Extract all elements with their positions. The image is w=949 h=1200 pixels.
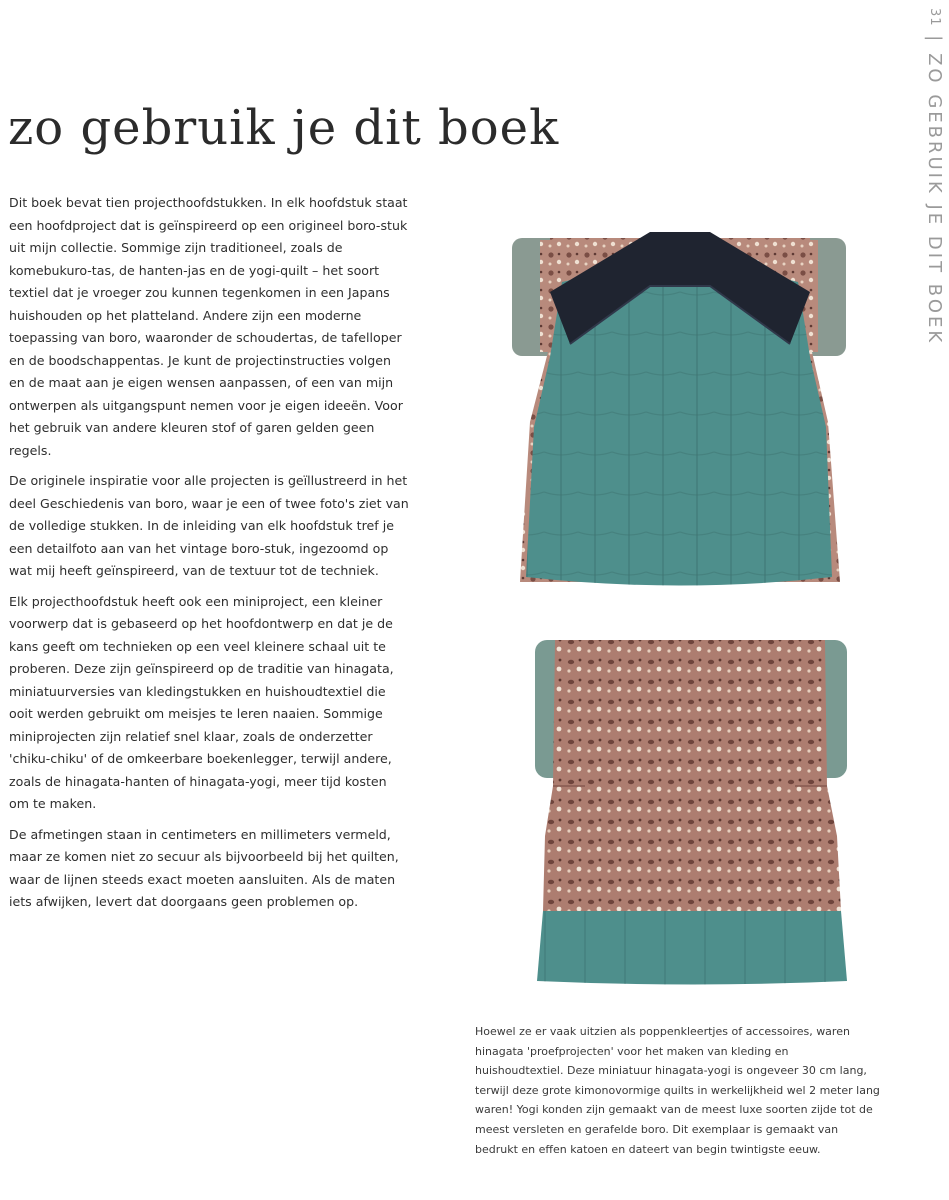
paragraph: De originele inspiratie voor alle projecten is geïllustreerd in het deel Geschiedenis van boro, waar je een of twee foto's ziet van de volledige stukken. In de inleiding van elk hoofdstuk tref je een detailfoto aan van het vintage boro-stuk, ingezoomd op wat mij heeft geïnspireerd, van de textuur tot de techniek.: [9, 473, 409, 578]
photo-yogi-inside: [510, 232, 850, 602]
paragraph: De afmetingen staan in centimeters en millimeters vermeld, maar ze komen niet zo secuur als bijvoorbeeld bij het quilten, waar de lijnen steeds exact moeten aansluiten. Als de maten iets afwijken, levert dat doorgaans geen problemen op.: [9, 826, 399, 909]
yogi-outside-illustration: [525, 636, 855, 991]
yogi-inside-illustration: [510, 232, 850, 602]
paragraph: Elk projecthoofdstuk heeft ook een miniproject, een kleiner voorwerp dat is gebaseerd op het hoofdontwerp en dat je de kans geeft om technieken op een veel kleinere schaal uit te proberen. Deze zijn geïnspireerd op de traditie van hinagata, miniatuurversies van kledingstukken en huishoudtextiel die ooit werden gebruikt om meisjes te leren naaien. Sommige miniprojecten zijn relatief snel klaar, zoals de onderzetter 'chiku-chiku' of de omkeerbare boekenlegger, terwijl andere, zoals de hinagata-hanten of hinagata-yogi, meer tijd kosten om te maken.: [9, 593, 394, 811]
running-head-separator: |: [924, 35, 945, 45]
paragraph: Dit boek bevat tien projecthoofdstukken. In elk hoofdstuk staat een hoofdproject dat is geïnspireerd op een origineel boro-stuk uit mijn collectie. Sommige zijn traditioneel, zoals de komebukuro-tas, de hanten-jas en de yogi-quilt – het soort textiel dat je vroeger zou kunnen tegenkomen in een Japans huishouden op het platteland. Andere zijn een moderne toepassing van boro, waaronder de schoudertas, de tafelloper en de boodschappentas. Je kunt de projectinstructies volgen en de maat aan je eigen wensen aanpassen, of een van mijn ontwerpen als uitgangspunt nemen voor je eigen ideeën. Voor het gebruik van andere kleuren stof of garen gelden geen regels.: [9, 195, 408, 458]
photo-caption: Hoewel ze er vaak uitzien als poppenkleertjes of accessoires, waren hinagata 'proefprojecten' voor het maken van kleding en huishoudtextiel. Deze miniatuur hinagata-yogi is ongeveer 30 cm lang, terwijl deze grote kimonovormige quilts in werkelijkheid wel 2 meter lang waren! Yogi konden zijn gemaakt van de meest luxe soorten zijde tot de meest versleten en gerafelde boro. Dit exemplaar is gemaakt van bedrukt en effen katoen en dateert van begin twintigste eeuw.: [475, 1025, 880, 1156]
page-number: 31: [927, 8, 942, 27]
body-text: [9, 192, 409, 922]
running-head-section: ZO GEBRUIK JE DIT BOEK: [924, 53, 945, 346]
page-title: zo gebruik je dit boek: [8, 100, 560, 156]
running-head: [924, 8, 945, 345]
photo-yogi-outside: [525, 636, 855, 991]
